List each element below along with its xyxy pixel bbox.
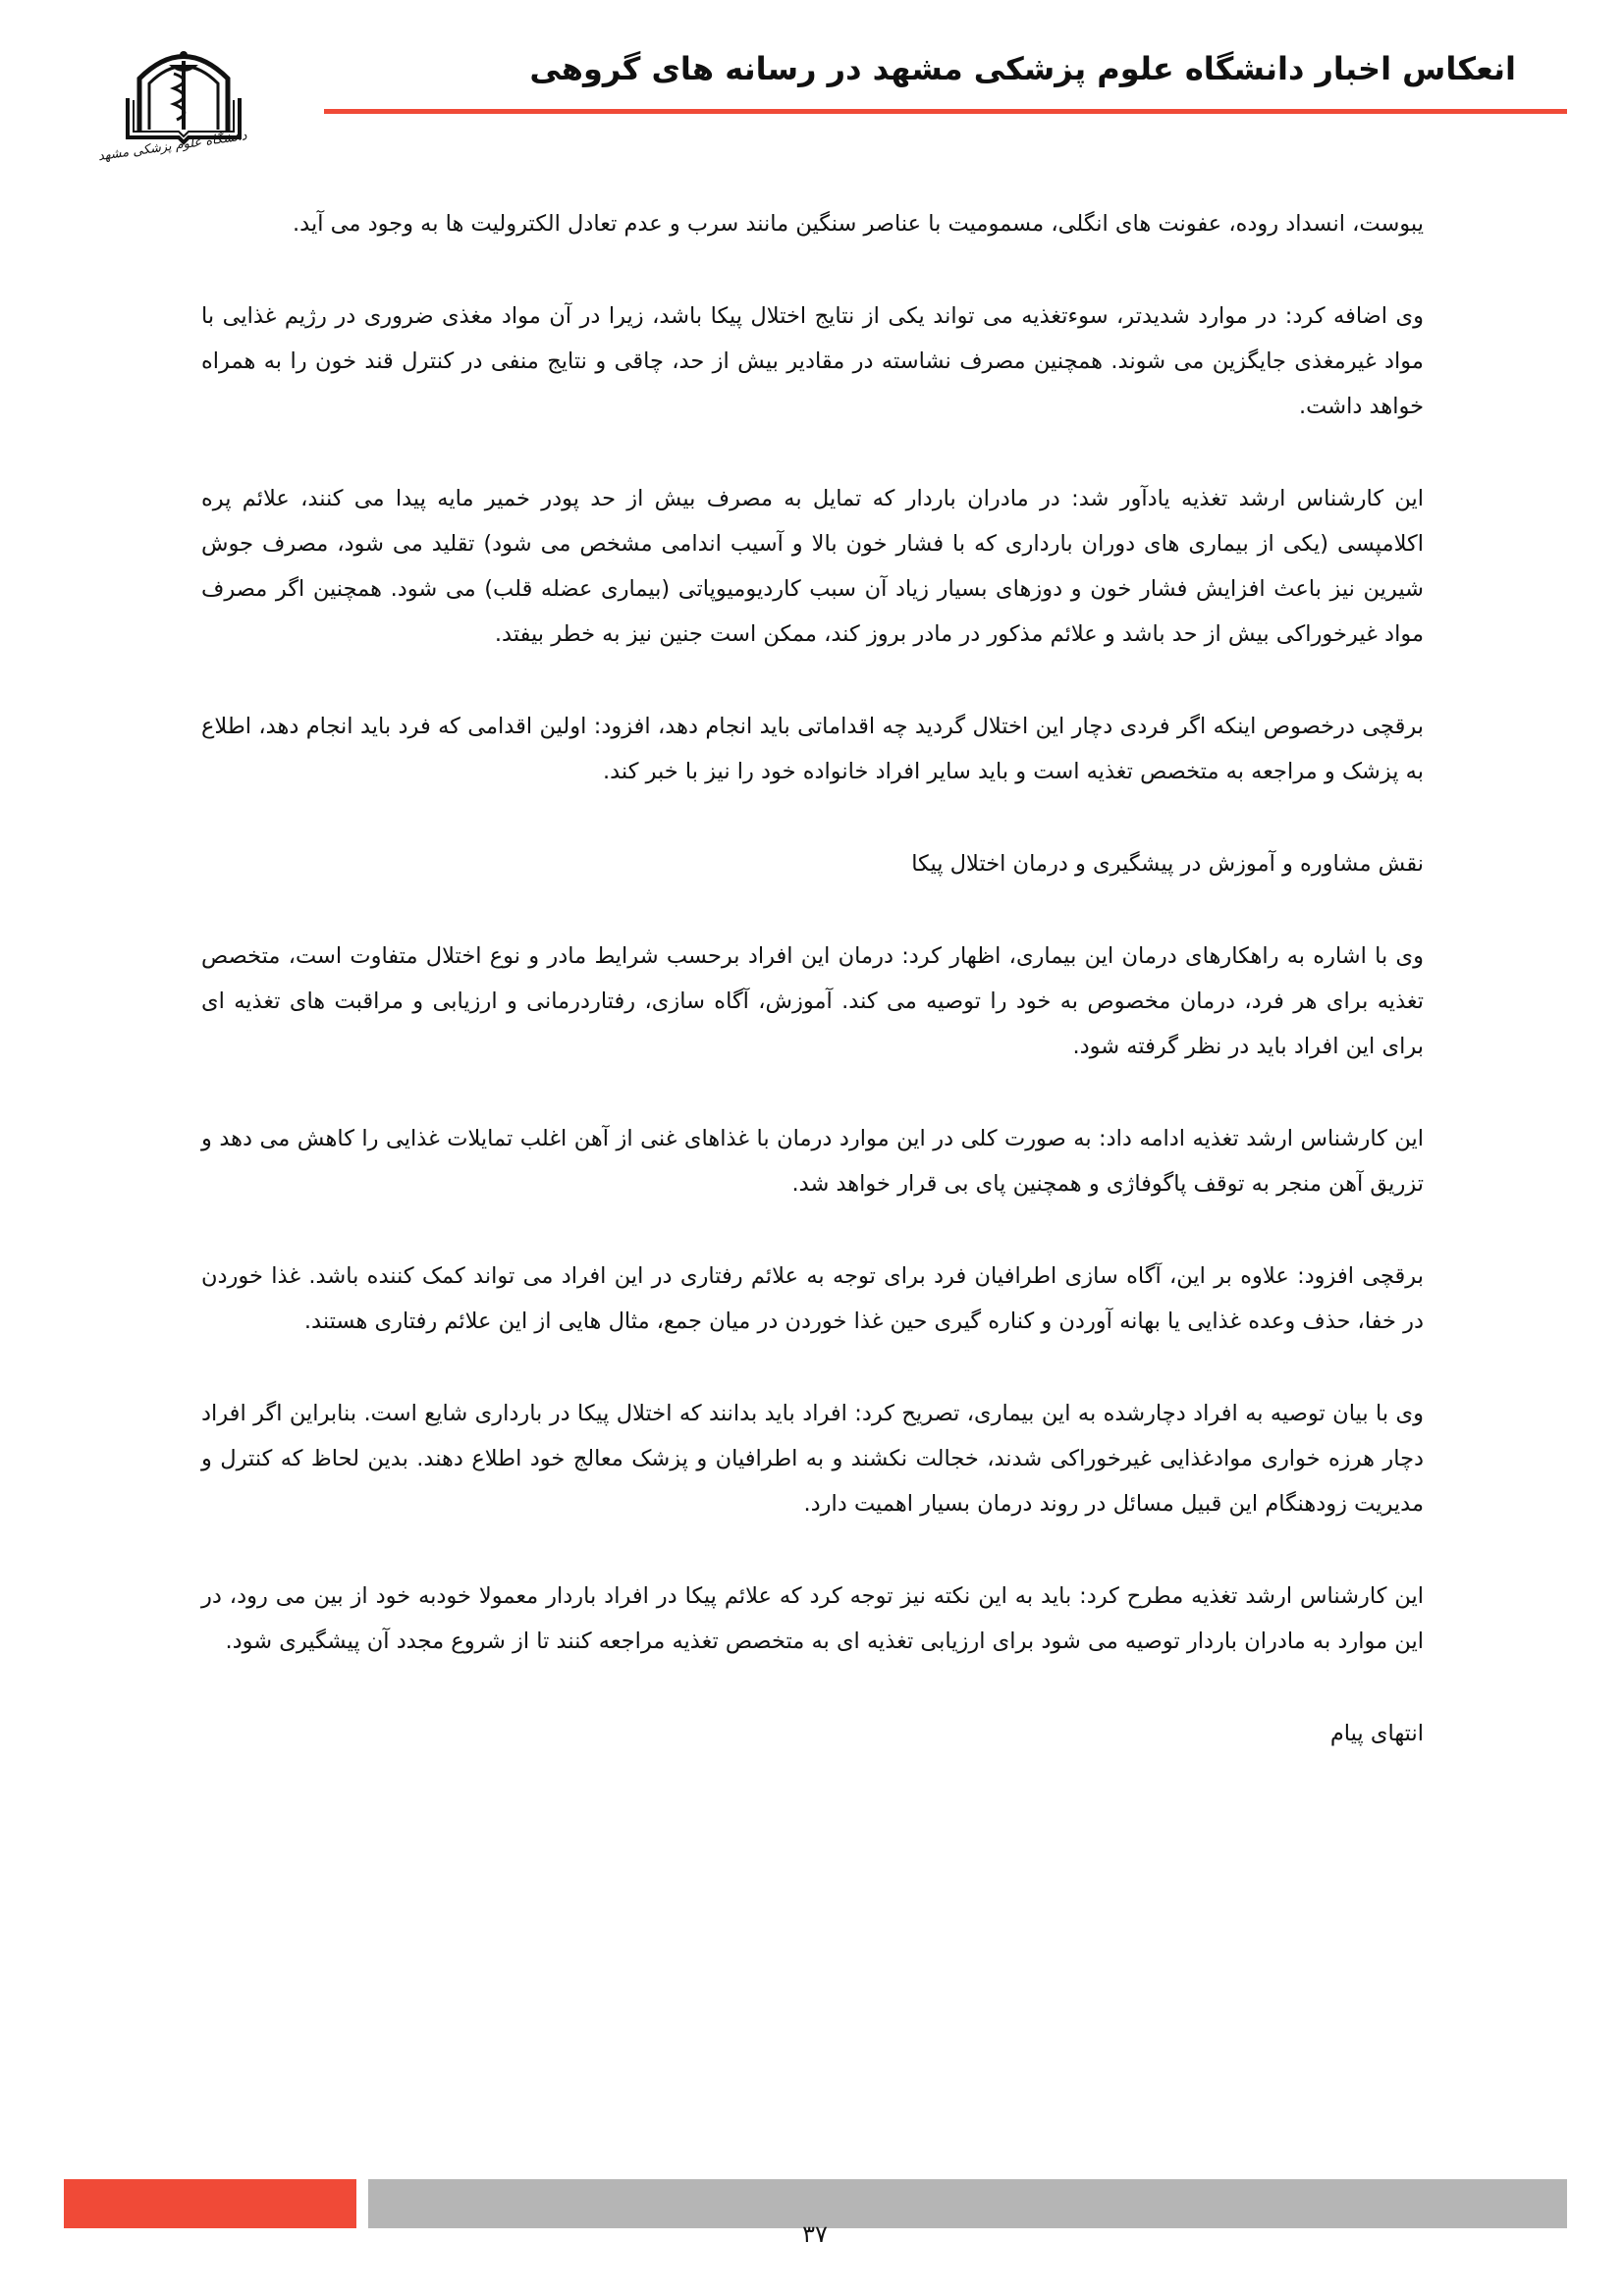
paragraph: وی با اشاره به راهکارهای درمان این بیماری، اظهار کرد: درمان این افراد برحسب شرایط مادر و نوع اختلال متفاوت است، متخصص تغذیه برای هر فرد، درمان مخصوص به خود را توصیه می کند. آموزش، آگاه سازی، رفتاردرمانی و ارزیابی و مراقبت های تغذیه ای برای این افراد باید در نظر گرفته شود. (201, 943, 1424, 1059)
footer-gray-bar (368, 2179, 1567, 2228)
paragraph: این کارشناس ارشد تغذیه یادآور شد: در مادران باردار که تمایل به مصرف بیش از حد پودر خمیر مایه پیدا می کنند، علائم پره اکلامپسی (یکی از بیماری های دوران بارداری که با فشار خون بالا و آسیب اندامی مشخص می شود) تقلید می شود، مصرف جوش شیرین نیز باعث افزایش فشار خون و دوزهای بسیار زیاد آن سبب کاردیومیوپاتی (بیماری عضله قلب) می شود. همچنین اگر مصرف مواد غیرخوراکی بیش از حد باشد و علائم مذکور در مادر بروز کند، ممکن است جنین نیز به خطر بیفتد. (201, 486, 1424, 647)
paragraph: برقچی افزود: علاوه بر این، آگاه سازی اطرافیان فرد برای توجه به علائم رفتاری در این افراد می تواند کمک کننده باشد. غذا خوردن در خفا، حذف وعده غذایی یا بهانه آوردن و کناره گیری حین غذا خوردن در میان جمع، مثال هایی از این علائم رفتاری هستند. (201, 1263, 1424, 1334)
footer-accent-bar (64, 2179, 356, 2228)
paragraph: وی اضافه کرد: در موارد شدیدتر، سوءتغذیه می تواند یکی از نتایج اختلال پیکا باشد، زیرا در آن مواد مغذی ضروری در رژیم غذایی با مواد غیرمغذی جایگزین می شوند. همچنین مصرف نشاسته در مقادیر بیش از حد، چاقی و نتایج منفی در کنترل قند خون را به همراه خواهد داشت. (201, 303, 1424, 419)
page-title: انعکاس اخبار دانشگاه علوم پزشکی مشهد در رسانه های گروهی (529, 50, 1516, 87)
logo-caption: دانشگاه علوم پزشکی مشهد (96, 129, 248, 165)
university-logo (96, 39, 248, 172)
end-of-message: انتهای پیام (1329, 1721, 1424, 1746)
paragraph: این کارشناس ارشد تغذیه مطرح کرد: باید به این نکته نیز توجه کرد که علائم پیکا در افراد باردار معمولا خودبه خود از بین می رود، در این موارد به مادران باردار توصیه می شود برای ارزیابی تغذیه ای به متخصص تغذیه مراجعه کنند تا از شروع مجدد آن پیشگیری شود. (201, 1583, 1424, 1654)
paragraph: یبوست، انسداد روده، عفونت های انگلی، مسمومیت با عناصر سنگین مانند سرب و عدم تعادل الکترولیت ها به وجود می آید. (293, 211, 1424, 237)
page-number: ۳۷ (802, 2220, 828, 2248)
article-body (201, 201, 1424, 1803)
header-divider (324, 109, 1567, 114)
paragraph: این کارشناس ارشد تغذیه ادامه داد: به صورت کلی در این موارد درمان با غذاهای غنی از آهن اغلب تمایلات غذایی را کاهش می دهد و تزریق آهن منجر به توقف پاگوفاژی و همچنین پای بی قرار خواهد شد. (201, 1126, 1424, 1197)
section-heading: نقش مشاوره و آموزش در پیشگیری و درمان اختلال پیکا (911, 851, 1424, 877)
paragraph: برقچی درخصوص اینکه اگر فردی دچار این اختلال گردید چه اقداماتی باید انجام دهد، افزود: اولین اقدامی که فرد باید انجام دهد، اطلاع به پزشک و مراجعه به متخصص تغذیه است و باید سایر افراد خانواده خود را نیز با خبر کند. (201, 714, 1424, 784)
paragraph: وی با بیان توصیه به افراد دچارشده به این بیماری، تصریح کرد: افراد باید بدانند که اختلال پیکا در بارداری شایع است. بنابراین اگر افراد دچار هرزه خواری موادغذایی غیرخوراکی شدند، خجالت نکشند و به اطرافیان و پزشک معالج خود اطلاع دهند. بدین لحاظ که کنترل و مدیریت زودهنگام این قبیل مسائل در روند درمان بسیار اهمیت دارد. (201, 1401, 1424, 1517)
